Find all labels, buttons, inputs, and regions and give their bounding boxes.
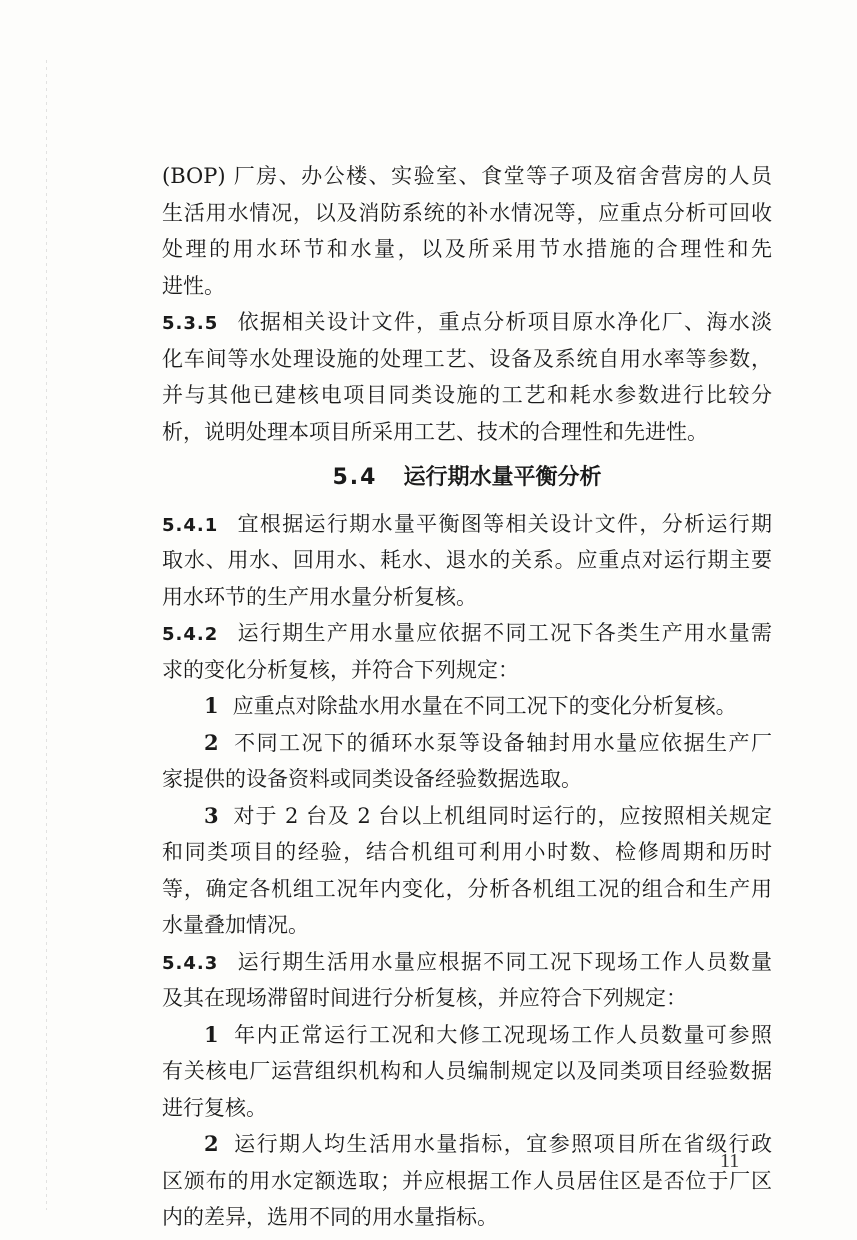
text-line: 并与其他已建核电项目同类设施的工艺和耗水参数进行比较分 [162,383,772,407]
clause-text: 依据相关设计文件，重点分析项目原水净化厂、海水淡 [236,310,772,334]
item-text: 不同工况下的循环水泵等设备轴封用水量应依据生产厂 [232,730,772,755]
clause-first-line [162,304,772,341]
section-number: 5.4 [332,465,378,490]
item-text: 应重点对除盐水用水量在不同工况下的变化分析复核。 [232,694,737,718]
item-number: 3 [204,802,219,828]
text-line: (BOP) 厂房、办公楼、实验室、食堂等子项及宿舍营房的人员 [162,164,772,188]
text-line: 水量叠加情况。 [162,913,309,937]
list-item-first-line [162,798,772,835]
document-body [162,158,772,1236]
text-line: 生活用水情况，以及消防系统的补水情况等，应重点分析可回收 [162,200,772,225]
text-line: 析，说明处理本项目所采用工艺、技术的合理性和先进性。 [162,419,708,444]
text-line: 及其在现场滞留时间进行分析复核，并应符合下列规定： [162,986,687,1010]
clause-first-line [162,506,772,543]
item-number: 1 [204,693,219,718]
text-line: 处理的用水环节和水量，以及所采用节水措施的合理性和先 [162,237,772,261]
clause-number: 5.4.2 [162,624,219,645]
list-item-first-line [162,1126,772,1163]
list-item-first-line [162,725,772,762]
text-line: 进行复核。 [162,1095,267,1120]
text-line: 等，确定各机组工况年内变化，分析各机组工况的组合和生产用 [162,876,772,901]
clause-5-3-5 [162,304,772,450]
section-title: 运行期水量平衡分析 [403,465,602,490]
list-item-first-line [162,1017,772,1054]
text-line: 用水环节的生产用水量分析复核。 [162,584,477,609]
text-line: 内的差异，选用不同的用水量指标。 [162,1205,498,1229]
clause-5-4-1 [162,506,772,616]
text-line: 化车间等水处理设施的处理工艺、设备及系统自用水率等参数， [162,346,772,371]
clause-text: 宜根据运行期水量平衡图等相关设计文件，分析运行期 [236,511,772,536]
text-line: 和同类项目的经验，结合机组可利用小时数、检修周期和历时 [162,840,772,864]
text-line: 家提供的设备资料或同类设备经验数据选取。 [162,767,582,791]
clause-5-4-3 [162,944,772,1236]
clause-number: 5.4.3 [162,952,219,974]
text-line: 区颁布的用水定额选取；并应根据工作人员居住区是否位于厂区 [162,1168,772,1193]
list-item-first-line [162,688,772,725]
text-line: 取水、用水、回用水、耗水、退水的关系。应重点对运行期主要 [162,548,772,572]
item-number: 2 [204,729,219,755]
text-line: 有关核电厂运营组织机构和人员编制规定以及同类项目经验数据 [162,1059,772,1083]
clause-text: 运行期生产用水量应依据不同工况下各类生产用水量需 [236,621,772,645]
clause-text: 运行期生活用水量应根据不同工况下现场工作人员数量 [236,949,772,974]
clause-first-line [162,944,772,981]
section-heading [162,460,772,497]
clause-number: 5.3.5 [162,313,219,334]
item-text: 年内正常运行工况和大修工况现场工作人员数量可参照 [232,1022,772,1047]
item-number: 1 [204,1021,219,1047]
item-text: 运行期人均生活用水量指标，宜参照项目所在省级行政 [232,1132,772,1156]
clause-first-line [162,615,772,652]
item-number: 2 [204,1131,219,1156]
text-line: 求的变化分析复核，并符合下列规定： [162,657,519,682]
continuation-paragraph [162,158,772,304]
scan-page-edge [46,60,47,1210]
clause-number: 5.4.1 [162,514,219,536]
text-line: 进性。 [162,273,225,298]
item-text: 对于 2 台及 2 台以上机组同时运行的，应按照相关规定 [232,803,772,828]
page-number: 11 [720,1150,740,1172]
clause-5-4-2 [162,615,772,944]
